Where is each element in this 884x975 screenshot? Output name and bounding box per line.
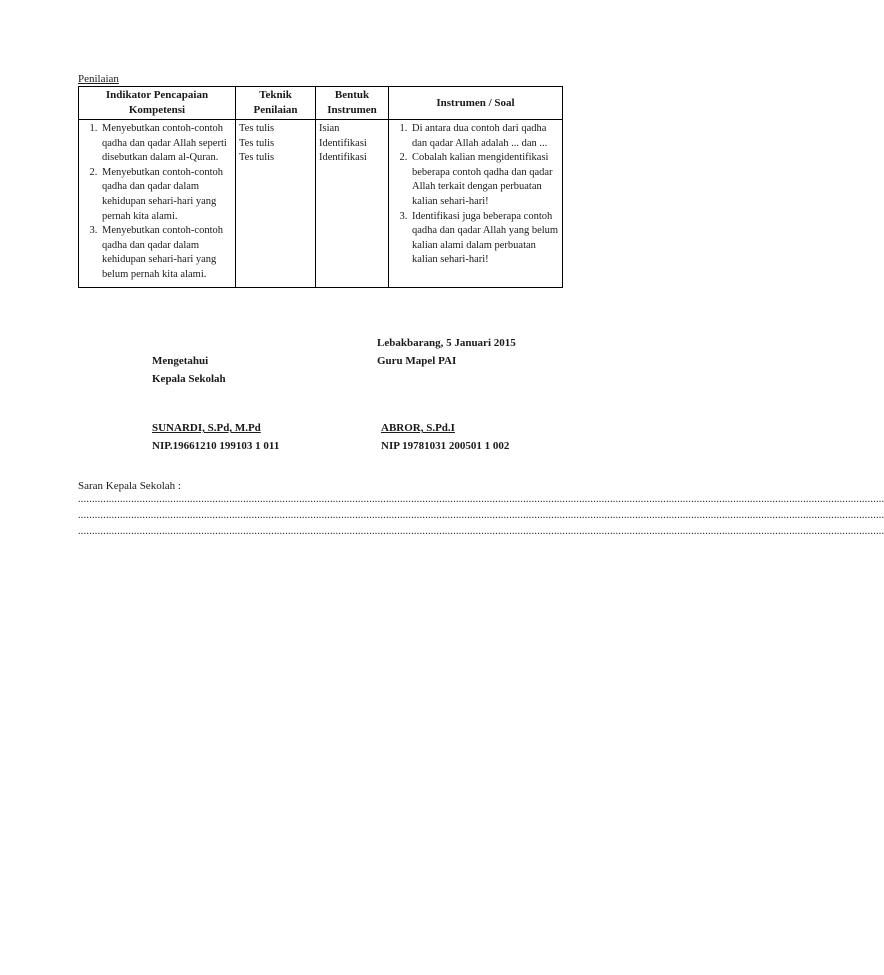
form-item: Identifikasi — [319, 152, 367, 164]
list-item: 1. Di antara dua contoh dari qadha dan qadar Allah adalah ... dan ... — [410, 122, 559, 151]
list-item: 3. Menyebutkan contoh-contoh qadha dan qadar dalam kehidupan sehari-hari yang belum pernah kita alami. — [100, 224, 232, 282]
right-signer-title: Guru Mapel PAI — [377, 355, 457, 367]
right-signer-nip: NIP 19781031 200501 1 002 — [381, 440, 510, 452]
indicator-list — [82, 122, 232, 283]
question-cell — [389, 120, 563, 288]
header-technique: Teknik Penilaian — [236, 87, 316, 120]
question-list — [392, 122, 559, 268]
list-item: 2. Cobalah kalian mengidentifikasi beberapa contoh qadha dan qadar Allah terkait dengan perbuatan kalian sehari-hari! — [410, 151, 559, 209]
table-header-row — [79, 87, 563, 120]
technique-item: Tes tulis — [239, 152, 275, 164]
left-signer-name: SUNARDI, S.Pd, M.Pd — [152, 422, 261, 434]
table-row — [79, 120, 563, 288]
form-cell — [316, 120, 389, 288]
list-item: 1. Menyebutkan contoh-contoh qadha dan qadar Allah seperti disebutkan dalam al-Quran. — [100, 122, 232, 166]
dotted-line: ................................................................................................................................................................................................................................................................................................ — [78, 510, 884, 521]
dotted-line: ................................................................................................................................................................................................................................................................................................ — [78, 526, 884, 537]
technique-item: Tes tulis — [239, 137, 275, 149]
right-signer-name: ABROR, S.Pd.I — [381, 422, 455, 434]
technique-cell — [236, 120, 316, 288]
left-signer-nip: NIP.19661210 199103 1 011 — [152, 440, 280, 452]
saran-label: Saran Kepala Sekolah : — [78, 480, 181, 492]
header-question: Instrumen / Soal — [389, 87, 563, 120]
section-label: Penilaian — [78, 73, 119, 85]
header-indicator: Indikator Pencapaian Kompetensi — [79, 87, 236, 120]
indicator-cell — [79, 120, 236, 288]
form-item: Isian — [319, 123, 340, 134]
dotted-line: ................................................................................................................................................................................................................................................................................................ — [78, 494, 884, 505]
technique-item: Tes tulis — [239, 123, 275, 134]
list-item: 2. Menyebutkan contoh-contoh qadha dan qadar dalam kehidupan sehari-hari yang pernah kita alami. — [100, 166, 232, 224]
form-item: Identifikasi — [319, 137, 367, 149]
place-date: Lebakbarang, 5 Januari 2015 — [377, 337, 516, 349]
list-item: 3. Identifikasi juga beberapa contoh qadha dan qadar Allah yang belum kalian alami dalam perbuatan kalian sehari-hari! — [410, 210, 559, 268]
assessment-table — [78, 86, 563, 288]
left-signer-title-1: Mengetahui — [152, 355, 209, 367]
header-form: Bentuk Instrumen — [316, 87, 389, 120]
left-signer-title-2: Kepala Sekolah — [152, 373, 226, 385]
